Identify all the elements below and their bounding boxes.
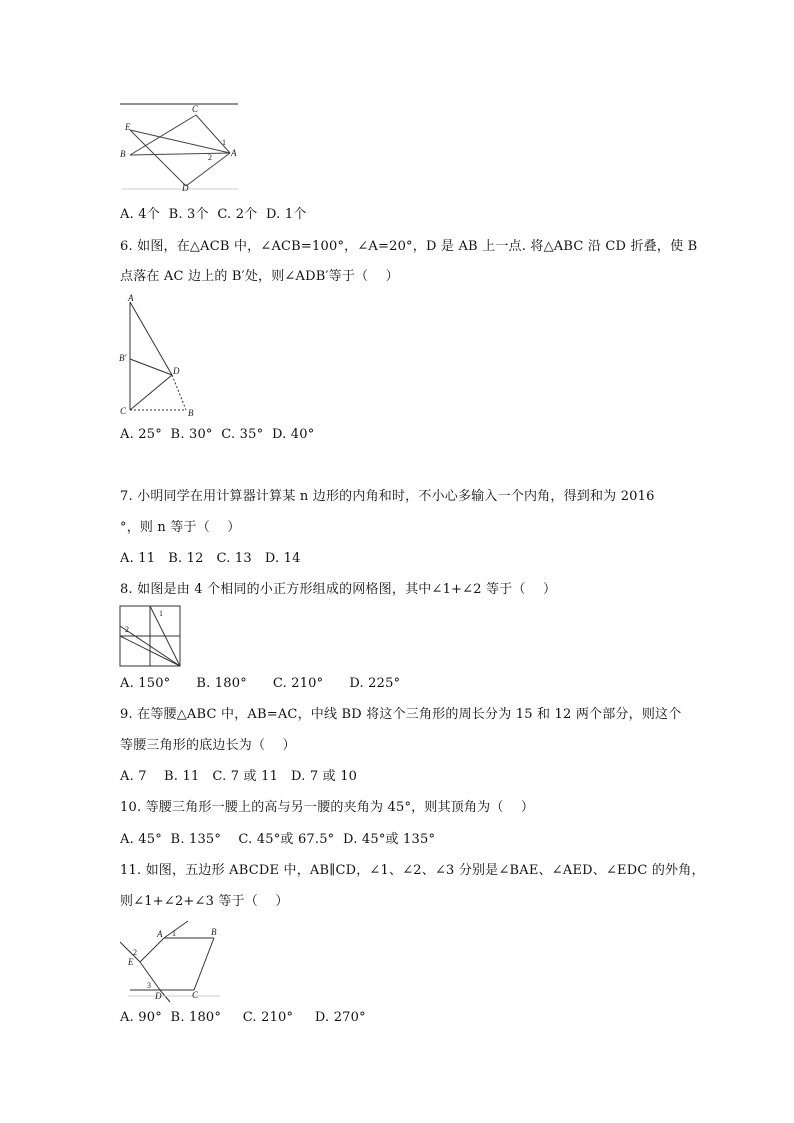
q7-line1: 7. 小明同学在用计算器计算某 n 边形的内角和时，不小心多输入一个内角，得到和为 2016 (120, 489, 655, 504)
q6-options: A. 25° B. 30° C. 35° D. 40° (120, 427, 315, 442)
label-b: B (211, 927, 217, 937)
q9-line1: 9. 在等腰△ABC 中，AB=AC，中线 BD 将这个三角形的周长分为 15 和 12 两个部分，则这个 (120, 707, 682, 722)
angle-2-label: 2 (208, 153, 212, 162)
label-b-prime: B' (119, 353, 127, 363)
angle-1-label: 1 (222, 138, 226, 147)
q9-options: A. 7 B. 11 C. 7 或 11 D. 7 或 10 (120, 769, 358, 784)
label-d: D (155, 991, 162, 1001)
label-b: B (120, 149, 126, 159)
q8-options: A. 150° B. 180° C. 210° D. 225° (120, 676, 401, 691)
q7-line2: °，则 n 等于（ ） (120, 520, 241, 535)
angle-2-label: 2 (133, 948, 137, 957)
q11-line2: 则∠1+∠2+∠3 等于（ ） (120, 894, 289, 909)
q10-options: A. 45° B. 135° C. 45°或 67.5° D. 45°或 135° (120, 832, 436, 847)
label-e: E (125, 122, 131, 132)
figure-q11 (116, 916, 226, 1002)
figure-q11-svg (116, 916, 226, 1002)
q6-line2: 点落在 AC 边上的 B′处，则∠ADB′等于（ ） (120, 269, 399, 284)
angle-1-label: 1 (172, 929, 176, 938)
figure-q6 (118, 292, 202, 418)
q10-line1: 10. 等腰三角形一腰上的高与另一腰的夹角为 45°，则其顶角为（ ） (120, 800, 535, 815)
q11-options: A. 90° B. 180° C. 210° D. 270° (120, 1010, 366, 1025)
figure-q6-svg (118, 292, 202, 418)
angle-1-label: 1 (159, 609, 163, 618)
label-c: C (192, 990, 199, 1000)
label-a: A (231, 148, 237, 158)
label-d: D (182, 183, 189, 193)
label-e: E (128, 957, 134, 967)
label-a: A (128, 293, 134, 303)
figure-q8-svg (119, 605, 183, 669)
label-c: C (192, 104, 199, 114)
angle-3-label: 3 (147, 981, 151, 990)
q7-options: A. 11 B. 12 C. 13 D. 14 (120, 551, 301, 566)
q11-line1: 11. 如图，五边形 ABCDE 中，AB∥CD，∠1、∠2、∠3 分别是∠BAE、∠AED、∠EDC 的外角， (120, 863, 705, 878)
figure-q5-svg (118, 98, 242, 194)
q6-line1: 6. 如图，在△ACB 中，∠ACB=100°，∠A=20°，D 是 AB 上一点. 将△ABC 沿 CD 折叠，使 B (120, 239, 698, 254)
angle-2-label: 2 (125, 625, 129, 634)
label-d: D (173, 366, 180, 376)
label-a: A (157, 929, 163, 939)
q8-line1: 8. 如图是由 4 个相同的小正方形组成的网格图，其中∠1+∠2 等于（ ） (120, 582, 557, 597)
figure-q5 (118, 98, 242, 194)
q9-line2: 等腰三角形的底边长为（ ） (120, 738, 296, 753)
label-b: B (188, 408, 194, 418)
figure-q8 (119, 605, 183, 669)
label-c: C (120, 406, 127, 416)
q5-options: A. 4个 B. 3个 C. 2个 D. 1个 (120, 207, 307, 222)
